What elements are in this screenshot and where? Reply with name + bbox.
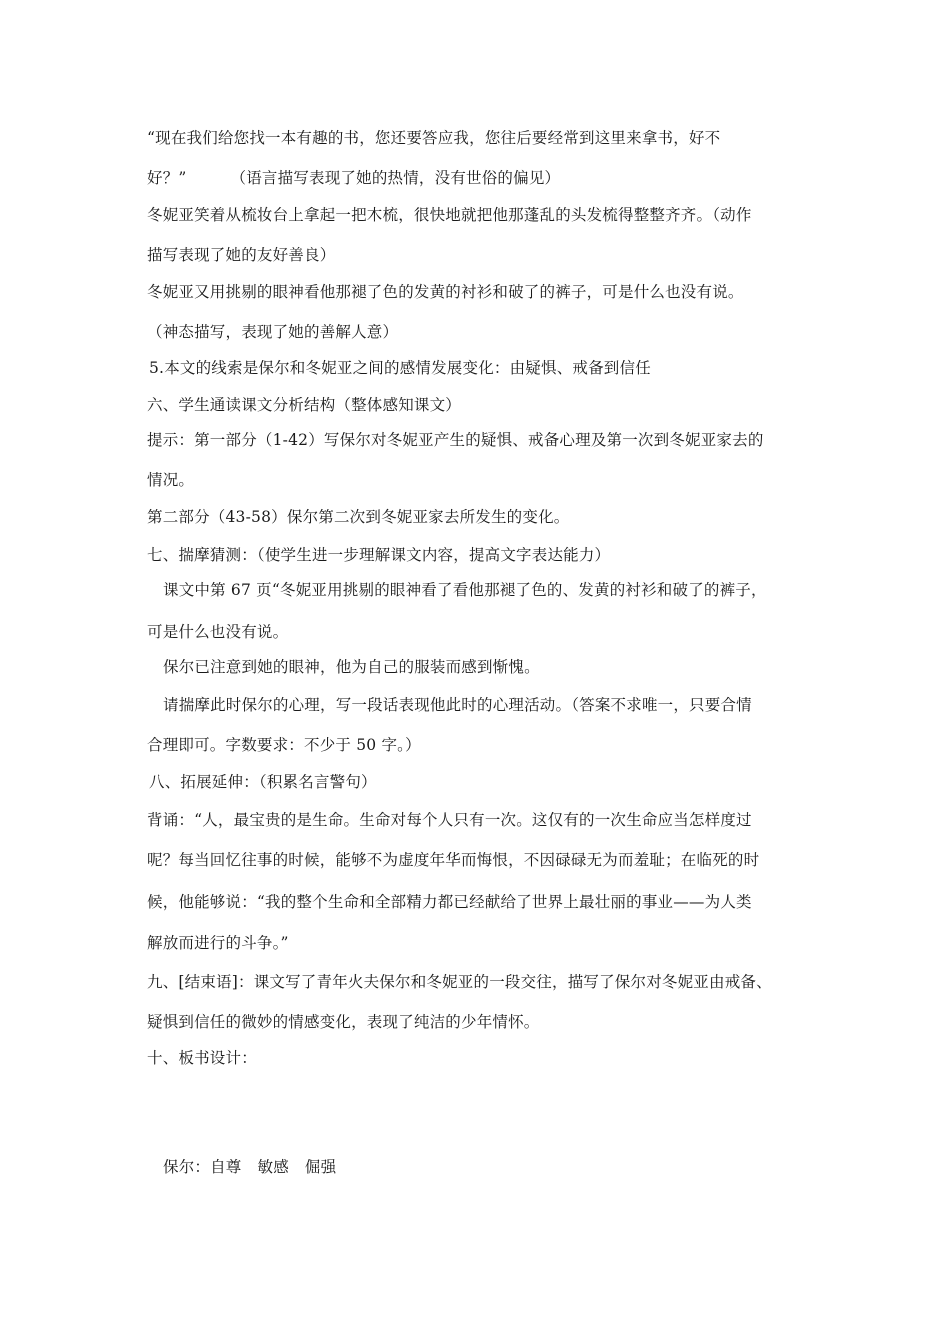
text-line: 情况。 (147, 471, 195, 489)
text-line: 描写表现了她的友好善良） (147, 246, 336, 264)
section-heading: 八、拓展延伸：（积累名言警句） (149, 773, 377, 791)
text-line: 请揣摩此时保尔的心理，写一段话表现他此时的心理活动。（答案不求唯一，只要合情 (163, 696, 752, 714)
board-trait: 倔强 (304, 1158, 337, 1176)
text-line: 冬妮亚又用挑剔的眼神看他那褪了色的发黄的衬衫和破了的裤子，可是什么也没有说。 (147, 283, 744, 301)
text-line: （神态描写，表现了她的善解人意） (147, 323, 399, 341)
text-line: 呢？每当回忆往事的时候，能够不为虚度年华而悔恨，不因碌碌无为而羞耻；在临死的时 (147, 851, 760, 869)
text-line: 课文中第 67 页“冬妮亚用挑剔的眼神看了看他那褪了色的、发黄的衬衫和破了的裤子， (163, 581, 767, 599)
text-fragment: 好？” (147, 169, 187, 187)
board-design (163, 1157, 336, 1177)
annotation: （语言描写表现了她的热情，没有世俗的偏见） (230, 169, 561, 187)
text-line: 合理即可。字数要求：不少于 50 字。） (147, 736, 421, 754)
text-line: 解放而进行的斗争。” (147, 934, 289, 952)
section-heading: 十、板书设计： (147, 1049, 257, 1067)
text-line: 保尔已注意到她的眼神，他为自己的服装而感到惭愧。 (163, 658, 540, 676)
board-trait: 自尊 (210, 1158, 242, 1176)
text-line: 候，他能够说：“我的整个生命和全部精力都已经献给了世界上最壮丽的事业——为人类 (147, 893, 752, 911)
board-trait: 敏感 (257, 1158, 289, 1176)
section-heading: 六、学生通读课文分析结构（整体感知课文） (147, 396, 462, 414)
section-heading: 九、[结束语]：课文写了青年火夫保尔和冬妮亚的一段交往，描写了保尔对冬妮亚由戒备、 (147, 973, 772, 991)
board-label: 保尔： (163, 1158, 211, 1176)
text-line (147, 168, 560, 188)
text-line: 背诵：“人，最宝贵的是生命。生命对每个人只有一次。这仅有的一次生命应当怎样度过 (147, 811, 752, 829)
text-line: 可是什么也没有说。 (147, 623, 289, 641)
text-line: 疑惧到信任的微妙的情感变化，表现了纯洁的少年情怀。 (147, 1013, 540, 1031)
text-line: 第二部分（43-58）保尔第二次到冬妮亚家去所发生的变化。 (147, 508, 570, 526)
text-line: 提示：第一部分（1-42）写保尔对冬妮亚产生的疑惧、戒备心理及第一次到冬妮亚家去的 (147, 431, 764, 449)
text-line: 5.本文的线索是保尔和冬妮亚之间的感情发展变化：由疑惧、戒备到信任 (149, 359, 651, 377)
text-line: “现在我们给您找一本有趣的书，您还要答应我，您往后要经常到这里来拿书，好不 (147, 129, 721, 147)
section-heading: 七、揣摩猜测：（使学生进一步理解课文内容，提高文字表达能力） (147, 546, 611, 564)
text-line: 冬妮亚笑着从梳妆台上拿起一把木梳，很快地就把他那蓬乱的头发梳得整整齐齐。（动作 (147, 206, 752, 224)
